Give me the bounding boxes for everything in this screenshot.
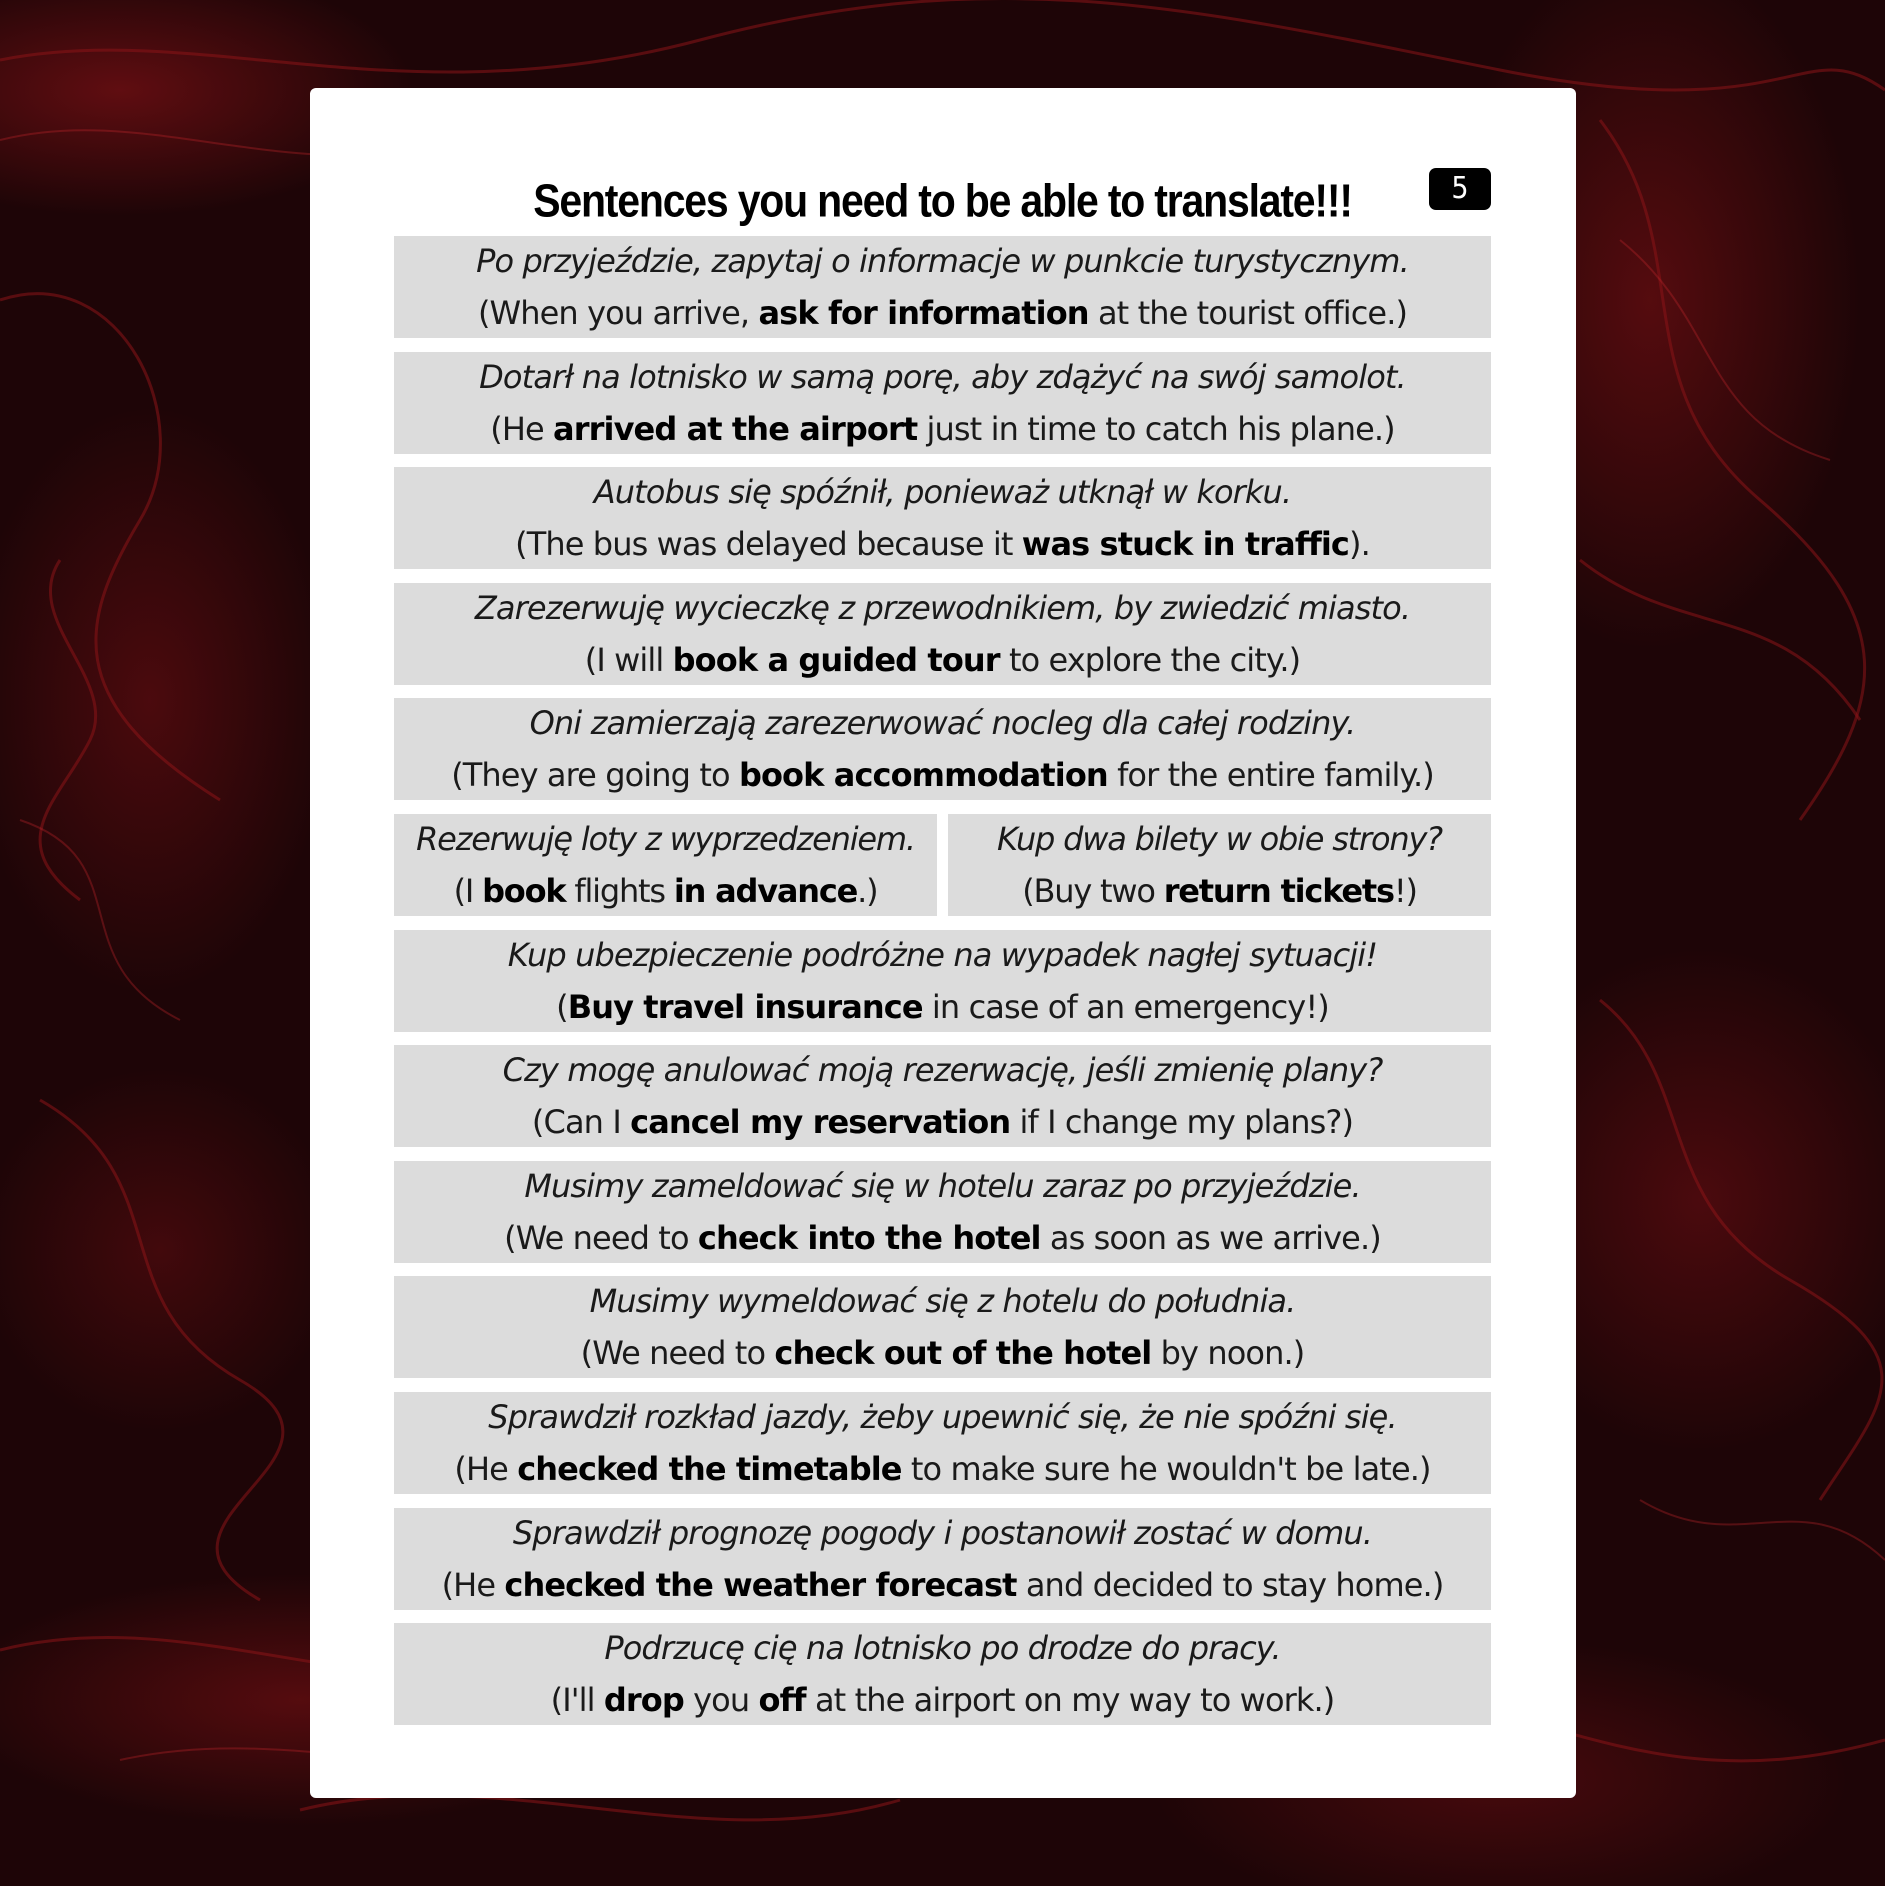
translation-text: (They are going to — [451, 756, 739, 795]
key-phrase: was stuck in traffic — [1021, 525, 1350, 564]
key-phrase: book — [482, 871, 566, 910]
sentence-row — [394, 352, 1491, 454]
translation-text: as soon as we arrive.) — [1040, 1218, 1381, 1257]
polish-sentence: Sprawdził prognozę pogody i postanowił zostać w domu. — [512, 1513, 1373, 1552]
sentence-row — [394, 814, 1491, 916]
sentence-row — [394, 1276, 1491, 1378]
key-phrase: checked the timetable — [517, 1449, 902, 1488]
key-phrase: Buy travel insurance — [567, 987, 923, 1026]
translation-text: ). — [1349, 525, 1370, 564]
translation-text: (He — [454, 1449, 518, 1488]
sentence-card — [394, 1161, 1491, 1263]
polish-sentence: Kup ubezpieczenie podróżne na wypadek nagłej sytuacji! — [507, 935, 1378, 974]
worksheet-page — [310, 88, 1576, 1798]
english-translation — [454, 865, 878, 916]
sentence-card — [394, 930, 1491, 1032]
translation-text: (I — [453, 871, 483, 910]
polish-sentence: Czy mogę anulować moją rezerwację, jeśli zmienię plany? — [502, 1051, 1383, 1090]
polish-sentence: Musimy wymeldować się z hotelu do południa. — [589, 1282, 1296, 1321]
translation-text: in case of an emergency!) — [922, 987, 1329, 1026]
english-translation — [504, 1212, 1381, 1263]
sentence-card — [394, 1392, 1491, 1494]
sentence-card — [394, 698, 1491, 800]
sentence-card — [948, 814, 1491, 916]
translation-text: to explore the city.) — [999, 640, 1301, 679]
polish-sentence: Dotarł na lotnisko w samą porę, aby zdążyć na swój samolot. — [479, 357, 1406, 396]
english-translation — [451, 749, 1434, 800]
key-phrase: check into the hotel — [697, 1218, 1041, 1257]
translation-text: by noon.) — [1151, 1334, 1305, 1373]
sentence-row — [394, 467, 1491, 569]
sentence-row — [394, 698, 1491, 800]
polish-sentence: Rezerwuję loty z wyprzedzeniem. — [416, 819, 915, 858]
sentence-row — [394, 236, 1491, 338]
translation-text: at the airport on my way to work.) — [805, 1681, 1335, 1720]
polish-sentence: Oni zamierzają zarezerwować nocleg dla całej rodziny. — [529, 704, 1356, 743]
sentence-row — [394, 930, 1491, 1032]
translation-text: (When you arrive, — [477, 294, 759, 332]
english-translation — [515, 518, 1370, 569]
sentence-row — [394, 1392, 1491, 1494]
key-phrase: return tickets — [1163, 871, 1394, 910]
translation-text: to make sure he wouldn't be late.) — [901, 1449, 1431, 1488]
english-translation — [556, 981, 1329, 1032]
polish-sentence: Zarezerwuję wycieczkę z przewodnikiem, by zwiedzić miasto. — [474, 588, 1411, 627]
sentence-row — [394, 1623, 1491, 1725]
translation-text: (He — [490, 409, 554, 448]
sentence-card — [394, 1276, 1491, 1378]
english-translation — [585, 634, 1301, 685]
polish-sentence: Kup dwa bilety w obie strony? — [997, 819, 1442, 858]
translation-text: (The bus was delayed because it — [515, 525, 1022, 564]
translation-text: (I'll — [550, 1681, 604, 1720]
english-translation — [442, 1559, 1444, 1610]
polish-sentence: Podrzucę cię na lotnisko po drodze do pracy. — [604, 1629, 1281, 1668]
polish-sentence: Autobus się spóźnił, ponieważ utknął w korku. — [593, 473, 1292, 512]
key-phrase: off — [758, 1681, 806, 1720]
key-phrase: ask for information — [758, 294, 1089, 332]
english-translation — [1022, 865, 1417, 916]
english-translation — [581, 1327, 1305, 1378]
key-phrase: drop — [603, 1681, 684, 1720]
translation-text: just in time to catch his plane.) — [917, 409, 1395, 448]
key-phrase: check out of the hotel — [774, 1334, 1152, 1373]
sentence-card — [394, 352, 1491, 454]
key-phrase: in advance — [673, 871, 858, 910]
english-translation — [478, 287, 1407, 338]
sentence-card — [394, 236, 1491, 338]
key-phrase: arrived at the airport — [553, 409, 918, 448]
sentence-card — [394, 1045, 1491, 1147]
key-phrase: book accommodation — [738, 756, 1108, 795]
sentence-card — [394, 1623, 1491, 1725]
english-translation — [551, 1674, 1335, 1725]
translation-text: (We need to — [504, 1218, 698, 1257]
translation-text: for the entire family.) — [1107, 756, 1434, 795]
page-header — [394, 168, 1491, 228]
key-phrase: cancel my reservation — [630, 1103, 1011, 1142]
page-number-badge: 5 — [1429, 168, 1491, 210]
sentence-card — [394, 814, 937, 916]
translation-text: (He — [441, 1565, 505, 1604]
key-phrase: book a guided tour — [672, 640, 1000, 679]
sentence-card — [394, 583, 1491, 685]
sentence-row — [394, 1045, 1491, 1147]
translation-text: (I will — [584, 640, 673, 679]
translation-text: you — [683, 1681, 759, 1720]
polish-sentence: Musimy zameldować się w hotelu zaraz po przyjeździe. — [524, 1166, 1361, 1205]
sentence-card — [394, 1508, 1491, 1610]
english-translation — [532, 1096, 1353, 1147]
translation-text: .) — [857, 871, 878, 910]
translation-text: (We need to — [580, 1334, 775, 1373]
polish-sentence: Sprawdził rozkład jazdy, żeby upewnić się, że nie spóźni się. — [488, 1397, 1397, 1436]
translation-text: if I change my plans?) — [1010, 1103, 1354, 1142]
english-translation — [490, 403, 1395, 454]
translation-text: ( — [556, 987, 568, 1026]
translation-text: (Can I — [531, 1103, 631, 1142]
sentence-row — [394, 1161, 1491, 1263]
sentence-list — [394, 236, 1491, 1739]
translation-text: at the tourist office.) — [1088, 294, 1408, 332]
sentence-row — [394, 1508, 1491, 1610]
english-translation — [454, 1443, 1430, 1494]
polish-sentence: Po przyjeździe, zapytaj o informacje w punkcie turystycznym. — [476, 242, 1409, 280]
key-phrase: checked the weather forecast — [504, 1565, 1017, 1604]
sentence-row — [394, 583, 1491, 685]
translation-text: and decided to stay home.) — [1016, 1565, 1444, 1604]
translation-text: flights — [565, 871, 674, 910]
translation-text: !) — [1393, 871, 1417, 910]
page-title: Sentences you need to be able to translate!!! — [533, 175, 1352, 227]
translation-text: (Buy two — [1022, 871, 1164, 910]
sentence-card — [394, 467, 1491, 569]
